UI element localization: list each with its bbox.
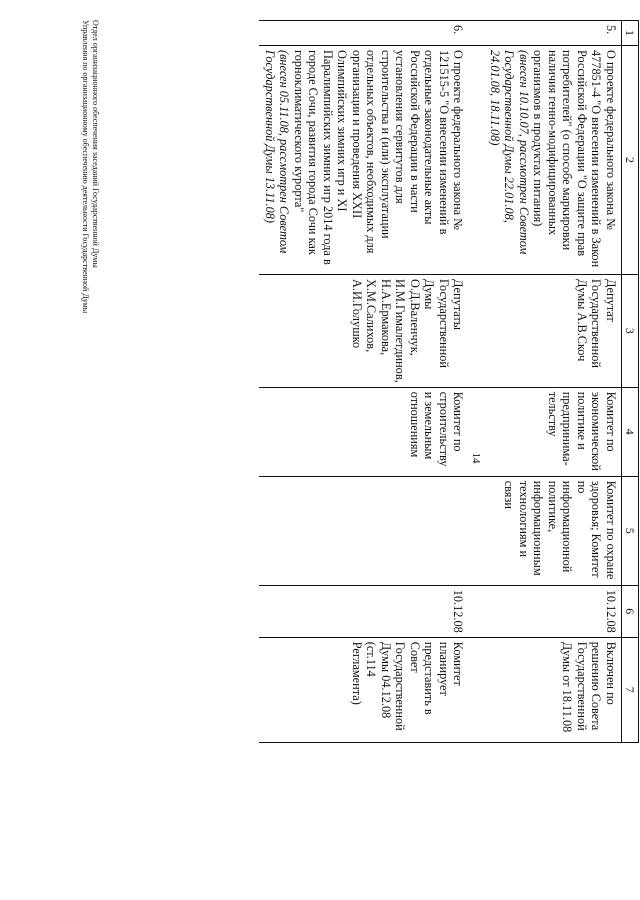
footer-line-1: Отдел организационного обеспечения заседаний Государственной Думы (91, 20, 100, 268)
bill-author: Депутат Государственной Думы А.В.Скоч (484, 275, 621, 388)
document-footer (80, 20, 100, 313)
responsible-committee: Комитет по строительству и земельным отношениям (259, 387, 468, 476)
review-date: 10.12.08 (484, 585, 621, 637)
row-number: 6. (259, 21, 468, 46)
page-number: 14 (470, 452, 482, 464)
bill-note: (внесен 10.10.07, рассмотрен Советом Государственной Думы 22.01.08, 24.01.08, 18.11.08) (487, 50, 531, 255)
footer-line-2: Управления по организационному обеспечению деятельности Государственной Думы (81, 20, 90, 314)
column-header-6: 6 (621, 585, 638, 637)
column-header-4: 4 (621, 387, 638, 476)
row-number: 5. (484, 21, 621, 46)
bill-note: (внесен 05.11.08, рассмотрен Советом Государственной Думы 13.11.08) (262, 50, 292, 254)
column-header-1: 1 (621, 21, 638, 46)
co-committees: Комитет по охране здоровья; Комитет по информационной политике, информационным технологиям и связи (484, 476, 621, 585)
bill-author: Депутаты Государственной Думы О.Д.Валенчук, И.М.Гималетдинов, Н.А.Ермакова, Х.М.Салихов, А.И.Голушко (259, 275, 468, 388)
table-header-row (621, 21, 638, 743)
responsible-committee: Комитет по экономической политике и предпринима-тельству (484, 387, 621, 476)
column-header-2: 2 (621, 46, 638, 275)
column-header-5: 5 (621, 476, 638, 585)
bill-title: О проекте федерального закона № 477851-4 "О внесении изменений в Закон Российской Федерации "О защите прав потребителей" (о способе маркировки наличия генно-модифицированных организмов в продуктах питания) (531, 50, 618, 268)
column-header-3: 3 (621, 275, 638, 388)
co-committees (259, 476, 468, 585)
bill-title: О проекте федерального закона № 121515-5 "О внесении изменений в отдельные законодательные акты Российской Федерации в части установления сервитутов для строительства и (или) эксплуатации отдельных объектов, необходимых для организации и проведения XXII Олимпийских зимних игр и XI Паралимпийских зимних игр 2014 года в городе Сочи, развития города Сочи как горноклиматического курорта" (291, 50, 466, 265)
bill-description (259, 46, 468, 275)
row-spacer (468, 21, 484, 743)
table-row (484, 21, 621, 743)
column-header-7: 7 (621, 637, 638, 742)
bill-status: Включен по решению Совета Государственной Думы от 18.11.08 (484, 637, 621, 742)
table-row (259, 21, 468, 743)
bill-status: Комитет планирует представить в Совет Государственной Думы 04.12.08 (ст.114 Регламента) (259, 637, 468, 742)
bill-description (484, 46, 621, 275)
review-date: 10.12.08 (259, 585, 468, 637)
bills-table (259, 20, 639, 743)
